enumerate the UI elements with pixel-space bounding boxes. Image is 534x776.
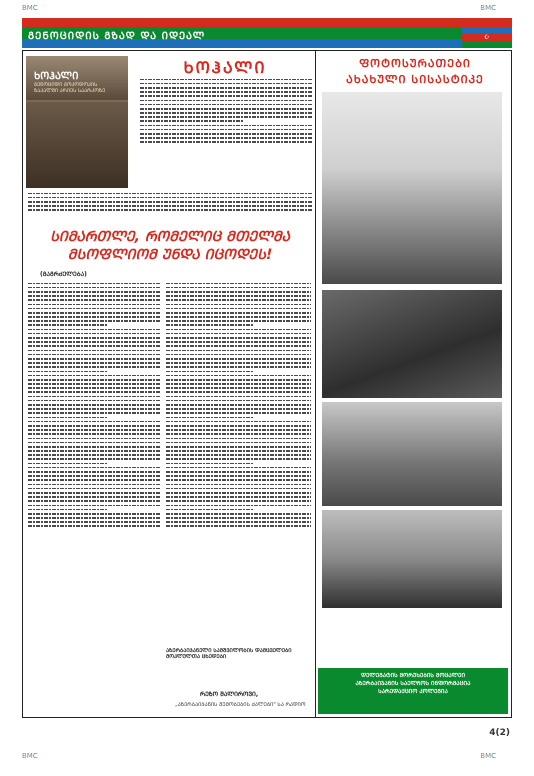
text-line xyxy=(140,133,312,135)
top-bar xyxy=(0,0,534,16)
text-line xyxy=(166,505,311,507)
text-line xyxy=(28,341,160,343)
text-line xyxy=(166,324,253,326)
text-line xyxy=(28,387,160,389)
text-line xyxy=(28,458,160,460)
text-line xyxy=(28,509,107,511)
text-line xyxy=(166,454,311,456)
text-line xyxy=(28,450,160,452)
text-line xyxy=(28,400,160,402)
text-line xyxy=(28,484,160,486)
text-line xyxy=(166,387,311,389)
text-line xyxy=(140,108,312,110)
text-line xyxy=(166,438,311,440)
text-line xyxy=(28,316,160,318)
text-line xyxy=(166,283,311,285)
text-line xyxy=(28,362,160,364)
text-line xyxy=(28,492,160,494)
photo-section-title xyxy=(322,56,508,88)
text-line xyxy=(28,488,160,490)
text-line xyxy=(166,358,311,360)
text-line xyxy=(166,391,311,393)
text-line xyxy=(166,383,311,385)
text-line xyxy=(166,421,311,423)
text-line xyxy=(166,425,311,427)
text-line xyxy=(140,112,312,114)
text-line xyxy=(166,488,311,490)
text-line xyxy=(166,316,311,318)
text-line xyxy=(166,412,311,414)
info-line-1: ᲓᲔᲚᲔᲒᲐᲢᲘᲡ ᲛᲝᲠᲣᲮᲔᲑᲘᲡ ᲛᲝᲪᲐᲚᲔᲘ xyxy=(360,673,465,679)
text-line xyxy=(28,320,160,322)
text-line xyxy=(28,408,160,410)
text-line xyxy=(28,525,160,527)
text-line xyxy=(28,379,160,381)
text-line xyxy=(140,120,243,122)
text-line xyxy=(28,417,107,419)
page-number: 4(2) xyxy=(489,728,510,738)
text-line xyxy=(140,125,312,127)
text-line xyxy=(166,354,311,356)
text-line xyxy=(28,391,160,393)
text-line xyxy=(28,193,312,195)
text-line xyxy=(166,463,253,465)
text-line xyxy=(28,479,160,481)
text-line xyxy=(140,129,312,131)
body-column-left xyxy=(28,280,160,682)
text-line xyxy=(166,479,311,481)
text-line xyxy=(166,345,311,347)
text-line xyxy=(28,312,160,314)
text-line xyxy=(28,209,312,211)
header-red-band xyxy=(22,18,512,27)
text-line xyxy=(166,496,311,498)
text-line xyxy=(166,329,311,331)
text-line xyxy=(28,505,160,507)
text-line xyxy=(28,291,160,293)
text-line xyxy=(28,304,160,306)
text-line xyxy=(140,95,312,97)
text-line xyxy=(28,500,160,502)
text-line xyxy=(28,354,160,356)
text-line xyxy=(166,400,311,402)
text-line xyxy=(28,446,160,448)
text-line xyxy=(166,446,311,448)
text-line xyxy=(166,350,311,352)
text-line xyxy=(166,492,311,494)
info-line-3: ᲡᲐᲠᲔᲓᲐᲥᲪᲘᲝ ᲙᲝᲚᲔᲒᲘᲐ xyxy=(378,689,448,695)
text-line xyxy=(28,287,160,289)
photo-caption: ᲐᲖᲔᲠᲑᲐᲘᲯᲐᲜᲔᲚᲘ ᲡᲐᲛᲨᲕᲘᲚᲝᲑᲘᲡ ᲓᲐᲛᲪᲕᲔᲚᲔᲑᲘ ᲛᲝᲙᲚᲣᲚᲗᲐ ᲪᲮᲔᲓᲔᲑᲘ xyxy=(166,648,292,661)
text-line xyxy=(28,295,160,297)
text-line xyxy=(166,513,311,515)
text-line xyxy=(166,312,311,314)
text-line xyxy=(28,329,160,331)
text-line xyxy=(28,283,160,285)
text-line xyxy=(166,521,311,523)
intro-lower-block xyxy=(28,190,312,224)
text-line xyxy=(166,333,311,335)
author-name: ᲠᲔᲖᲝ ᲨᲐᲚᲘᲠᲝᲕᲘ, xyxy=(200,691,259,698)
text-line xyxy=(166,291,311,293)
section-header xyxy=(22,18,512,48)
text-line xyxy=(28,396,160,398)
text-line xyxy=(166,366,311,368)
text-line xyxy=(166,404,311,406)
book-cover-photo xyxy=(26,102,128,188)
bmc-logo-bottom-left: BMC xyxy=(22,752,38,760)
photo-grieving-man xyxy=(322,510,502,608)
text-line xyxy=(140,100,312,102)
text-line xyxy=(166,458,311,460)
intro-paragraph xyxy=(140,76,312,186)
text-line xyxy=(166,484,311,486)
body-column-right xyxy=(166,280,311,682)
text-line xyxy=(140,91,312,93)
text-line xyxy=(28,404,160,406)
text-line xyxy=(28,337,160,339)
text-line xyxy=(28,475,160,477)
text-line xyxy=(28,421,160,423)
text-line xyxy=(28,425,160,427)
photo-victims-field xyxy=(322,290,502,398)
text-line xyxy=(166,475,311,477)
text-line xyxy=(28,383,160,385)
text-line xyxy=(28,517,160,519)
text-line xyxy=(28,299,160,301)
text-line xyxy=(166,362,311,364)
text-line xyxy=(166,396,311,398)
text-line xyxy=(28,371,107,373)
bmc-logo-right: BMC xyxy=(480,4,496,12)
article-title: ᲮᲝᲰᲐᲚᲘ xyxy=(183,58,267,77)
text-line xyxy=(28,205,312,207)
photo-crying-woman xyxy=(322,402,502,506)
bmc-logo-bottom-right: BMC xyxy=(480,752,496,760)
photo-title-line-2: ᲐᲮᲐᲮᲣᲚᲘ ᲡᲘᲡᲐᲡᲢᲘᲙᲔ xyxy=(346,73,484,86)
text-line xyxy=(166,341,311,343)
text-line xyxy=(166,517,311,519)
text-line xyxy=(28,375,160,377)
text-line xyxy=(166,408,311,410)
text-line xyxy=(166,467,311,469)
text-line xyxy=(166,450,311,452)
text-line xyxy=(28,513,160,515)
photo-man-holding-child xyxy=(322,92,502,284)
text-line xyxy=(140,79,312,81)
text-line xyxy=(166,471,311,473)
text-line xyxy=(166,433,311,435)
text-line xyxy=(140,104,312,106)
text-line xyxy=(28,463,107,465)
text-line xyxy=(28,345,160,347)
text-line xyxy=(140,83,312,85)
text-line xyxy=(28,496,160,498)
text-line xyxy=(28,438,160,440)
text-line xyxy=(166,525,311,527)
text-line xyxy=(28,467,160,469)
text-line xyxy=(166,337,311,339)
book-subtitle: ᲒᲔᲜᲝᲪᲘᲓᲘ ᲒᲝᲙᲝᲓᲝᲙᲘᲡ ᲖᲐᲙᲐᲚᲨᲘ ᲐᲠᲘᲔᲡ ᲡᲐᲐᲠᲙᲝᲖᲔ xyxy=(34,82,106,94)
text-line xyxy=(140,87,312,89)
text-line xyxy=(166,295,311,297)
text-line xyxy=(166,308,311,310)
text-line xyxy=(28,366,160,368)
text-line xyxy=(28,324,107,326)
text-line xyxy=(166,320,311,322)
text-line xyxy=(166,442,311,444)
text-line xyxy=(166,304,311,306)
text-line xyxy=(166,500,311,502)
book-cover-image xyxy=(26,56,128,188)
text-line xyxy=(28,201,312,203)
text-line xyxy=(140,116,312,118)
editorial-info-box xyxy=(318,668,508,714)
text-line xyxy=(166,417,253,419)
text-line xyxy=(140,137,312,139)
text-line xyxy=(28,442,160,444)
text-line xyxy=(28,308,160,310)
book-title: ᲮᲝᲰᲐᲚᲘ xyxy=(34,71,79,82)
text-line xyxy=(166,375,311,377)
text-line xyxy=(166,509,253,511)
text-line xyxy=(28,454,160,456)
info-line-2: ᲐᲖᲔᲠᲑᲐᲘᲯᲐᲜᲘᲡ ᲡᲐᲔᲚᲩᲝᲡ ᲘᲜᲤᲝᲠᲛᲐᲪᲘᲐ xyxy=(355,681,471,687)
text-line xyxy=(28,433,160,435)
text-line xyxy=(166,299,311,301)
text-line xyxy=(166,371,253,373)
column-divider xyxy=(315,50,316,718)
text-line xyxy=(28,412,160,414)
article-headline: ᲡᲘᲛᲐᲠᲗᲚᲔ, ᲠᲝᲛᲔᲚᲘᲪ ᲛᲗᲔᲚᲛᲐ ᲛᲡᲝᲤᲚᲘᲝᲛ ᲣᲜᲓᲐ ᲘᲪᲝᲓᲔᲡ! xyxy=(50,229,290,263)
text-line xyxy=(28,333,160,335)
text-line xyxy=(28,471,160,473)
text-line xyxy=(166,379,311,381)
text-line xyxy=(140,141,312,143)
text-line xyxy=(166,287,311,289)
text-line xyxy=(28,350,160,352)
section-title: ᲒᲔᲜᲝᲪᲘᲓᲘᲡ ᲒᲖᲐᲓ ᲓᲐ ᲘᲓᲔᲐᲚ xyxy=(28,31,206,42)
text-line xyxy=(166,429,311,431)
text-line xyxy=(28,358,160,360)
text-line xyxy=(28,429,160,431)
text-line xyxy=(28,197,312,199)
azerbaijan-flag-icon: ☪ xyxy=(462,27,512,48)
article-subhead: (ᲒᲐᲒᲠᲫᲔᲚᲔᲑᲐ) xyxy=(40,271,87,278)
photo-title-line-1: ᲤᲝᲢᲝᲡᲣᲠᲐᲗᲔᲑᲘ xyxy=(359,57,471,70)
article-source: „ᲐᲖᲔᲠᲑᲐᲘᲯᲐᲜᲘᲡ ᲨᲔᲛᲝᲑᲔᲑᲘᲡ ᲫᲐᲚᲔᲑᲘ" ᲡᲐ ᲠᲐᲓᲘᲝ xyxy=(175,702,306,708)
bmc-logo-left: BMC xyxy=(22,4,38,12)
text-line xyxy=(28,521,160,523)
